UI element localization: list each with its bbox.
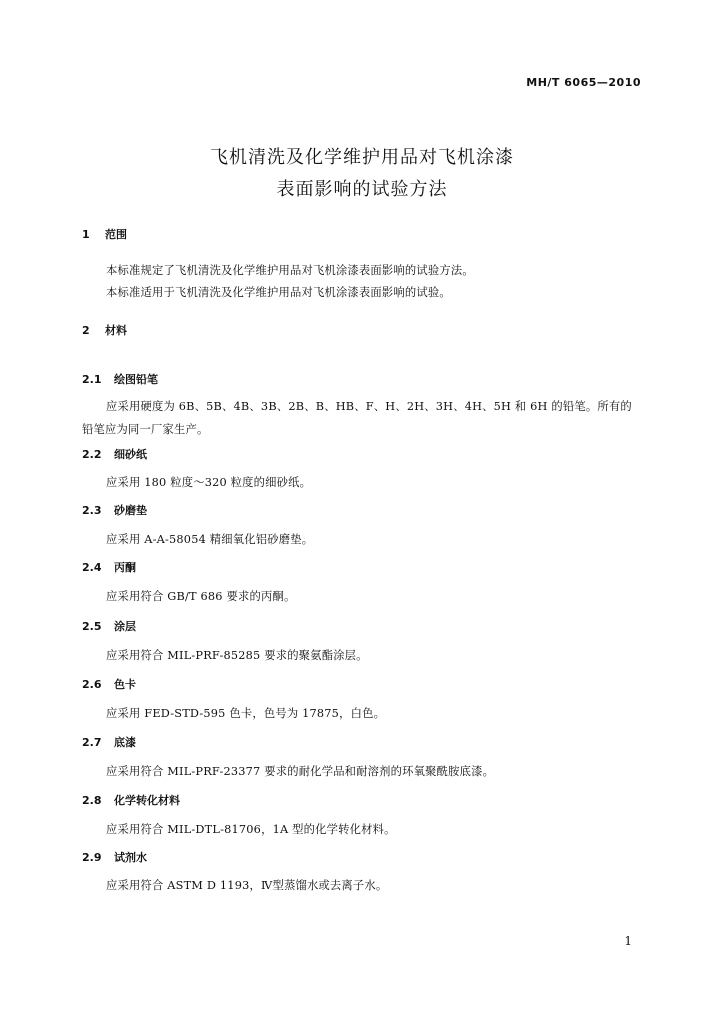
subsection-2-7-heading	[82, 734, 136, 750]
subsection-title: 绘图铅笔	[114, 373, 158, 386]
section-2-heading	[82, 322, 127, 338]
subsection-number: 2.1	[82, 373, 102, 386]
subsection-2-8-text: 应采用符合 MIL-DTL-81706，1A 型的化学转化材料。	[106, 823, 396, 836]
subsection-2-8-heading	[82, 792, 180, 808]
subsection-2-5-heading	[82, 618, 136, 634]
section-number: 1	[82, 228, 90, 241]
title-line-1: 飞机清洗及化学维护用品对飞机涂漆	[210, 147, 514, 168]
subsection-number: 2.4	[82, 561, 102, 574]
subsection-number: 2.8	[82, 794, 102, 807]
title-line-2: 表面影响的试验方法	[276, 179, 448, 200]
subsection-2-4-text: 应采用符合 GB/T 686 要求的丙酮。	[106, 590, 296, 603]
section-1-paragraph-2: 本标准适用于飞机清洗及化学维护用品对飞机涂漆表面影响的试验。	[106, 286, 451, 299]
subsection-title: 细砂纸	[114, 448, 147, 461]
subsection-2-3-heading	[82, 502, 147, 518]
subsection-2-9-text: 应采用符合 ASTM D 1193，Ⅳ型蒸馏水或去离子水。	[106, 879, 388, 892]
subsection-title: 底漆	[114, 736, 136, 749]
subsection-2-6-text: 应采用 FED-STD-595 色卡，色号为 17875，白色。	[106, 707, 386, 720]
section-1-heading	[82, 226, 127, 242]
subsection-number: 2.3	[82, 504, 102, 517]
subsection-title: 色卡	[114, 678, 136, 691]
subsection-2-3-text: 应采用 A-A-58054 精细氧化铝砂磨垫。	[106, 533, 314, 546]
page-number: 1	[624, 934, 632, 948]
subsection-number: 2.5	[82, 620, 102, 633]
subsection-2-2-text: 应采用 180 粒度～320 粒度的细砂纸。	[106, 476, 312, 489]
subsection-2-4-heading	[82, 559, 136, 575]
subsection-2-1-text: 应采用硬度为 6B、5B、4B、3B、2B、B、HB、F、H、2H、3H、4H、5H 和 6H 的铅笔。所有的铅笔应为同一厂家生产。	[82, 400, 632, 436]
document-title	[0, 142, 724, 206]
subsection-2-2-heading	[82, 446, 147, 462]
subsection-number: 2.7	[82, 736, 102, 749]
subsection-2-9-heading	[82, 849, 147, 865]
subsection-number: 2.9	[82, 851, 102, 864]
subsection-2-5-text: 应采用符合 MIL-PRF-85285 要求的聚氨酯涂层。	[106, 649, 368, 662]
subsection-2-6-heading	[82, 676, 136, 692]
section-number: 2	[82, 324, 90, 337]
subsection-2-7-text: 应采用符合 MIL-PRF-23377 要求的耐化学品和耐溶剂的环氧聚酰胺底漆。	[106, 765, 495, 778]
document-code: MH/T 6065—2010	[526, 76, 641, 89]
section-title: 材料	[105, 324, 127, 337]
section-1-paragraph-1: 本标准规定了飞机清洗及化学维护用品对飞机涂漆表面影响的试验方法。	[106, 264, 474, 277]
subsection-title: 涂层	[114, 620, 136, 633]
subsection-number: 2.6	[82, 678, 102, 691]
subsection-title: 丙酮	[114, 561, 136, 574]
subsection-title: 砂磨垫	[114, 504, 147, 517]
subsection-number: 2.2	[82, 448, 102, 461]
subsection-2-1-heading	[82, 371, 158, 387]
section-title: 范围	[105, 228, 127, 241]
subsection-title: 化学转化材料	[114, 794, 180, 807]
subsection-title: 试剂水	[114, 851, 147, 864]
